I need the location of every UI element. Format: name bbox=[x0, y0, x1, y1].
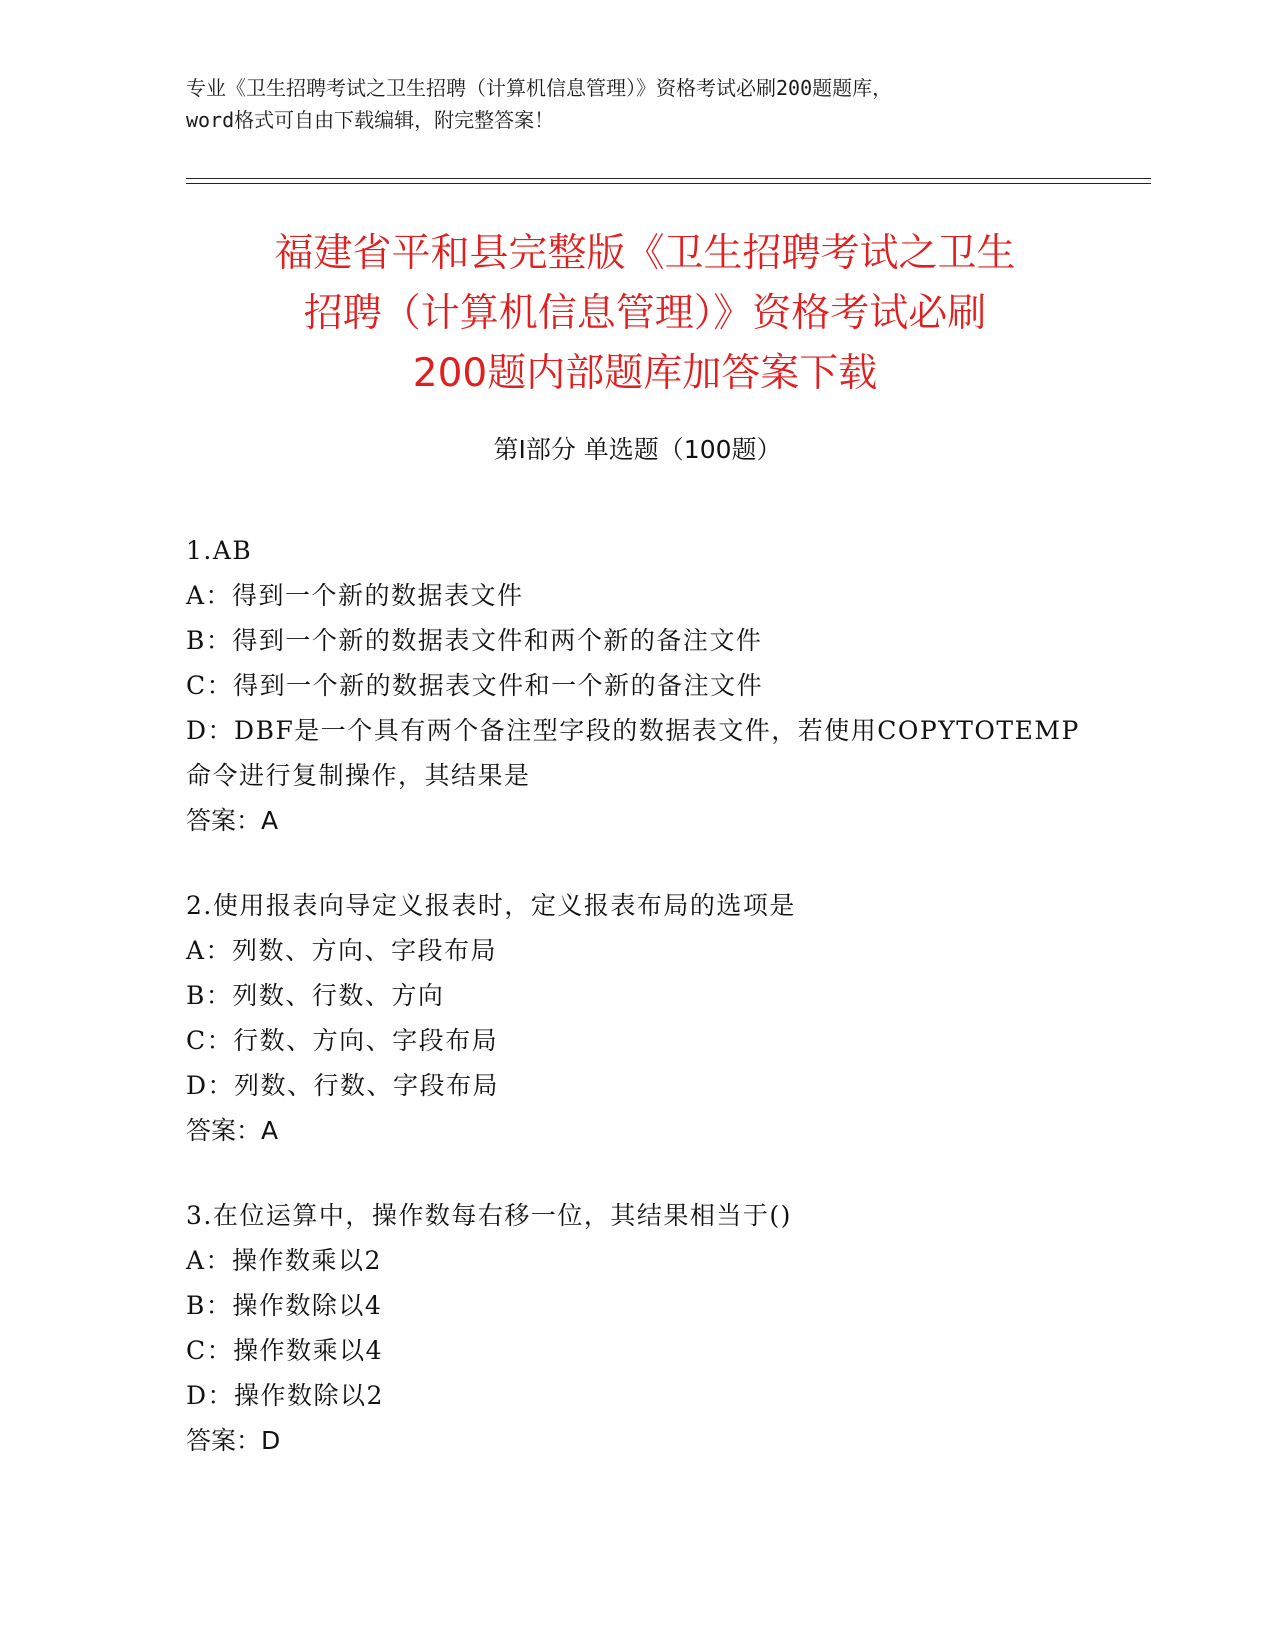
document-title-line-3: 200题内部题库加答案下载 bbox=[412, 351, 878, 396]
header-note bbox=[186, 72, 1086, 136]
header-divider-bottom bbox=[186, 183, 1151, 184]
question-stem: 2.使用报表向导定义报表时，定义报表布局的选项是 bbox=[186, 891, 796, 920]
option-d: D：DBF是一个具有两个备注型字段的数据表文件，若使用COPYTOTEMP bbox=[186, 716, 1080, 745]
document-title-line-2: 招聘（计算机信息管理）》资格考试必刷 bbox=[303, 291, 987, 336]
section-title: 第Ⅰ部分 单选题（100题） bbox=[493, 435, 782, 464]
header-note-line-2: word格式可自由下载编辑，附完整答案！ bbox=[186, 108, 555, 132]
question-answer: 答案：A bbox=[186, 806, 279, 835]
option-d-continued: 命令进行复制操作，其结果是 bbox=[186, 761, 531, 790]
question-answer: 答案：D bbox=[186, 1426, 281, 1455]
document-title bbox=[160, 224, 1130, 404]
option-c: C：行数、方向、字段布局 bbox=[186, 1026, 499, 1055]
header-divider-top bbox=[186, 178, 1151, 179]
option-a: A：列数、方向、字段布局 bbox=[186, 936, 498, 965]
question-stem: 3.在位运算中，操作数每右移一位，其结果相当于() bbox=[186, 1201, 792, 1230]
question-stem: 1.AB bbox=[186, 536, 253, 565]
option-d: D：列数、行数、字段布局 bbox=[186, 1071, 500, 1100]
option-c: C：得到一个新的数据表文件和一个新的备注文件 bbox=[186, 671, 764, 700]
option-a: A：操作数乘以2 bbox=[186, 1246, 382, 1275]
header-note-line-1: 专业《卫生招聘考试之卫生招聘（计算机信息管理）》资格考试必刷200题题库， bbox=[186, 76, 893, 100]
option-b: B：操作数除以4 bbox=[186, 1291, 383, 1320]
document-title-line-1: 福建省平和县完整版《卫生招聘考试之卫生 bbox=[274, 231, 1016, 276]
question-2 bbox=[186, 883, 1086, 1153]
question-answer: 答案：A bbox=[186, 1116, 279, 1145]
question-1 bbox=[186, 528, 1086, 843]
option-b: B：列数、行数、方向 bbox=[186, 981, 445, 1010]
question-list bbox=[186, 528, 1086, 1503]
option-d: D：操作数除以2 bbox=[186, 1381, 384, 1410]
option-c: C：操作数乘以4 bbox=[186, 1336, 384, 1365]
option-b: B：得到一个新的数据表文件和两个新的备注文件 bbox=[186, 626, 763, 655]
question-3 bbox=[186, 1193, 1086, 1463]
option-a: A：得到一个新的数据表文件 bbox=[186, 581, 524, 610]
